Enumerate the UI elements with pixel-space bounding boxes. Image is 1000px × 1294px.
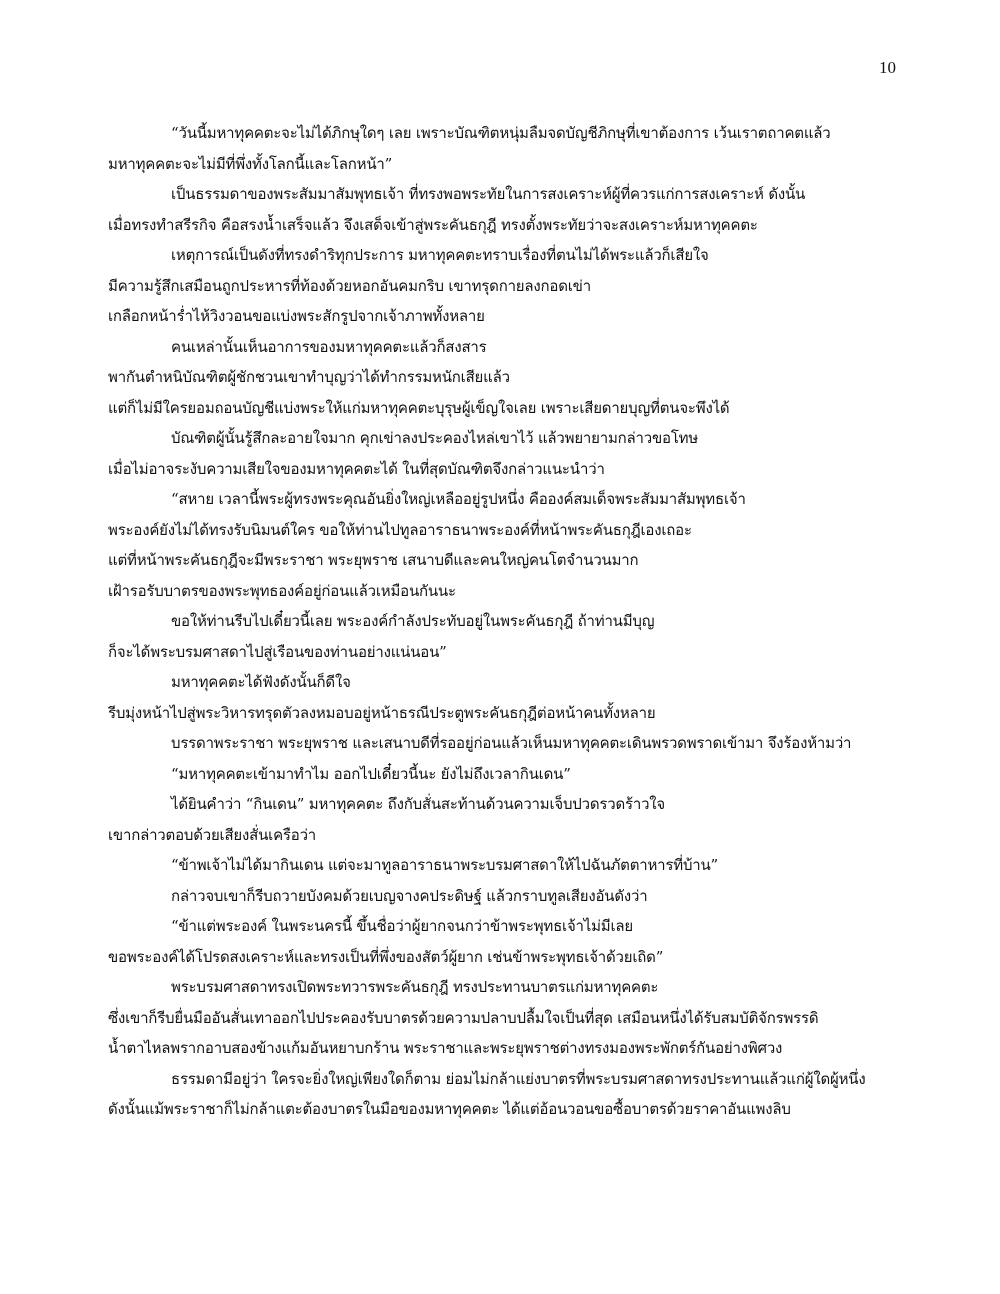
text-line: บัณฑิตผู้นั้นรู้สึกละอายใจมาก คุกเข่าลงประคองไหล่เขาไว้ แล้วพยายามกล่าวขอโทษ [171,429,699,447]
text-line: ก็จะได้พระบรมศาสดาไปสู่เรือนของท่านอย่างแน่นอน” [108,642,447,661]
text-line: เป็นธรรมดาของพระสัมมาสัมพุทธเจ้า ที่ทรงพอพระทัยในการสงเคราะห์ผู้ที่ควรแก่การสงเคราะห์ ดังนั้น [171,185,806,203]
text-line: เหตุการณ์เป็นดังที่ทรงดำริทุกประการ มหาทุคคตะทราบเรื่องที่ตนไม่ได้พระแล้วก็เสียใจ [171,246,709,264]
text-line: ขอพระองค์ได้โปรดสงเคราะห์และทรงเป็นที่พึ่งของสัตว์ผู้ยาก เช่นข้าพระพุทธเจ้าด้วยเถิด” [108,947,664,966]
text-line: “ข้าพเจ้าไม่ได้มากินเดน แต่จะมาทูลอาราธนาพระบรมศาสดาให้ไปฉันภัตตาหารที่บ้าน” [171,856,719,874]
text-line: แต่ก็ไม่มีใครยอมถอนบัญชีแบ่งพระให้แก่มหาทุคคตะบุรุษผู้เข็ญใจเลย เพราะเสียดายบุญที่ตนจะพึงได้ [108,398,730,417]
text-line: แต่ที่หน้าพระคันธกุฎีจะมีพระราชา พระยุพราช เสนาบดีและคนใหญ่คนโตจำนวนมาก [108,551,639,569]
body-text [108,118,898,1125]
text-line: เขากล่าวตอบด้วยเสียงสั่นเครือว่า [108,825,317,844]
text-line: ธรรมดามีอยู่ว่า ใครจะยิ่งใหญ่เพียงใดก็ตาม ย่อมไม่กล้าแย่งบาตรที่พระบรมศาสดาทรงประทานแล้วแก่ผู้ใดผู้หนึ่ง [171,1069,866,1088]
text-line: มหาทุคคตะได้ฟังดังนั้นก็ดีใจ [171,673,351,691]
text-line: มีความรู้สึกเสมือนถูกประหารที่ท้องด้วยหอกอันคมกริบ เขาทรุดกายลงกอดเข่า [108,276,591,295]
text-line: ดังนั้นแม้พระราชาก็ไม่กล้าแตะต้องบาตรในมือของมหาทุคคตะ ได้แต่อ้อนวอนขอซื้อบาตรด้วยราคาอันแพงลิบ [108,1100,791,1118]
text-line: พระบรมศาสดาทรงเปิดพระทวารพระคันธกุฎี ทรงประทานบาตรแก่มหาทุคคตะ [171,978,659,996]
text-line: พากันตำหนิบัณฑิตผู้ชักชวนเขาทำบุญว่าได้ทำกรรมหนักเสียแล้ว [108,368,510,386]
text-line: ขอให้ท่านรีบไปเดี๋ยวนี้เลย พระองค์กำลังประทับอยู่ในพระคันธกุฎี ถ้าท่านมีบุญ [171,612,655,630]
text-line: บรรดาพระราชา พระยุพราช และเสนาบดีที่รออยู่ก่อนแล้วเห็นมหาทุคคตะเดินพรวดพราดเข้ามา จึงร้องห้ามว่า [171,734,852,752]
text-line: ซึ่งเขาก็รีบยื่นมืออันสั่นเทาออกไปประคองรับบาตรด้วยความปลาบปลื้มใจเป็นที่สุด เสมือนหนึ่งได้รับสมบัติจักรพรรดิ [108,1008,819,1027]
text-line: มหาทุคคตะจะไม่มีที่พึ่งทั้งโลกนี้และโลกหน้า” [108,154,393,173]
text-line: “สหาย เวลานี้พระผู้ทรงพระคุณอันยิ่งใหญ่เหลืออยู่รูปหนึ่ง คือองค์สมเด็จพระสัมมาสัมพุทธเจ้า [171,490,746,508]
text-line: คนเหล่านั้นเห็นอาการของมหาทุคคตะแล้วก็สงสาร [171,337,487,356]
text-line: น้ำตาไหลพรากอาบสองข้างแก้มอันหยาบกร้าน พระราชาและพระยุพราชต่างทรงมองพระพักตร์กันอย่างพิศวง [108,1039,783,1057]
text-line: เมื่อไม่อาจระงับความเสียใจของมหาทุคคตะได้ ในที่สุดบัณฑิตจึงกล่าวแนะนำว่า [108,459,605,478]
text-line: “วันนี้มหาทุคคตะจะไม่ได้ภิกษุใดๆ เลย เพราะบัณฑิตหนุ่มลืมจดบัญชีภิกษุที่เขาต้องการ เว้นเราตถาคตแล้ว [171,124,831,142]
text-line: เมื่อทรงทำสรีรกิจ คือสรงน้ำเสร็จแล้ว จึงเสด็จเข้าสู่พระคันธกุฎี ทรงตั้งพระทัยว่าจะสงเคราะห์มหาทุคคตะ [108,215,758,234]
text-line: รีบมุ่งหน้าไปสู่พระวิหารทรุดตัวลงหมอบอยู่หน้าธรณีประตูพระคันธกุฎีต่อหน้าคนทั้งหลาย [108,703,656,722]
text-line: “ข้าแต่พระองค์ ในพระนครนี้ ขึ้นชื่อว่าผู้ยากจนกว่าข้าพระพุทธเจ้าไม่มีเลย [171,917,634,935]
text-line: ได้ยินคำว่า “กินเดน” มหาทุคคตะ ถึงกับสั่นสะท้านด้วนความเจ็บปวดรวดร้าวใจ [171,795,666,813]
text-line: กล่าวจบเขาก็รีบถวายบังคมด้วยเบญจางคประดิษฐ์ แล้วกราบทูลเสียงอันดังว่า [171,886,648,905]
text-line: “มหาทุคคตะเข้ามาทำไม ออกไปเดี๋ยวนี้นะ ยังไม่ถึงเวลากินเดน” [171,764,571,783]
page-number: 10 [879,58,896,77]
text-line: เฝ้ารอรับบาตรของพระพุทธองค์อยู่ก่อนแล้วเหมือนกันนะ [108,581,456,600]
text-line: เกลือกหน้าร่ำไห้วิงวอนขอแบ่งพระสักรูปจากเจ้าภาพทั้งหลาย [108,307,485,325]
text-line: พระองค์ยังไม่ได้ทรงรับนิมนต์ใคร ขอให้ท่านไปทูลอาราธนาพระองค์ที่หน้าพระคันธกุฎีเองเถอะ [108,520,692,539]
